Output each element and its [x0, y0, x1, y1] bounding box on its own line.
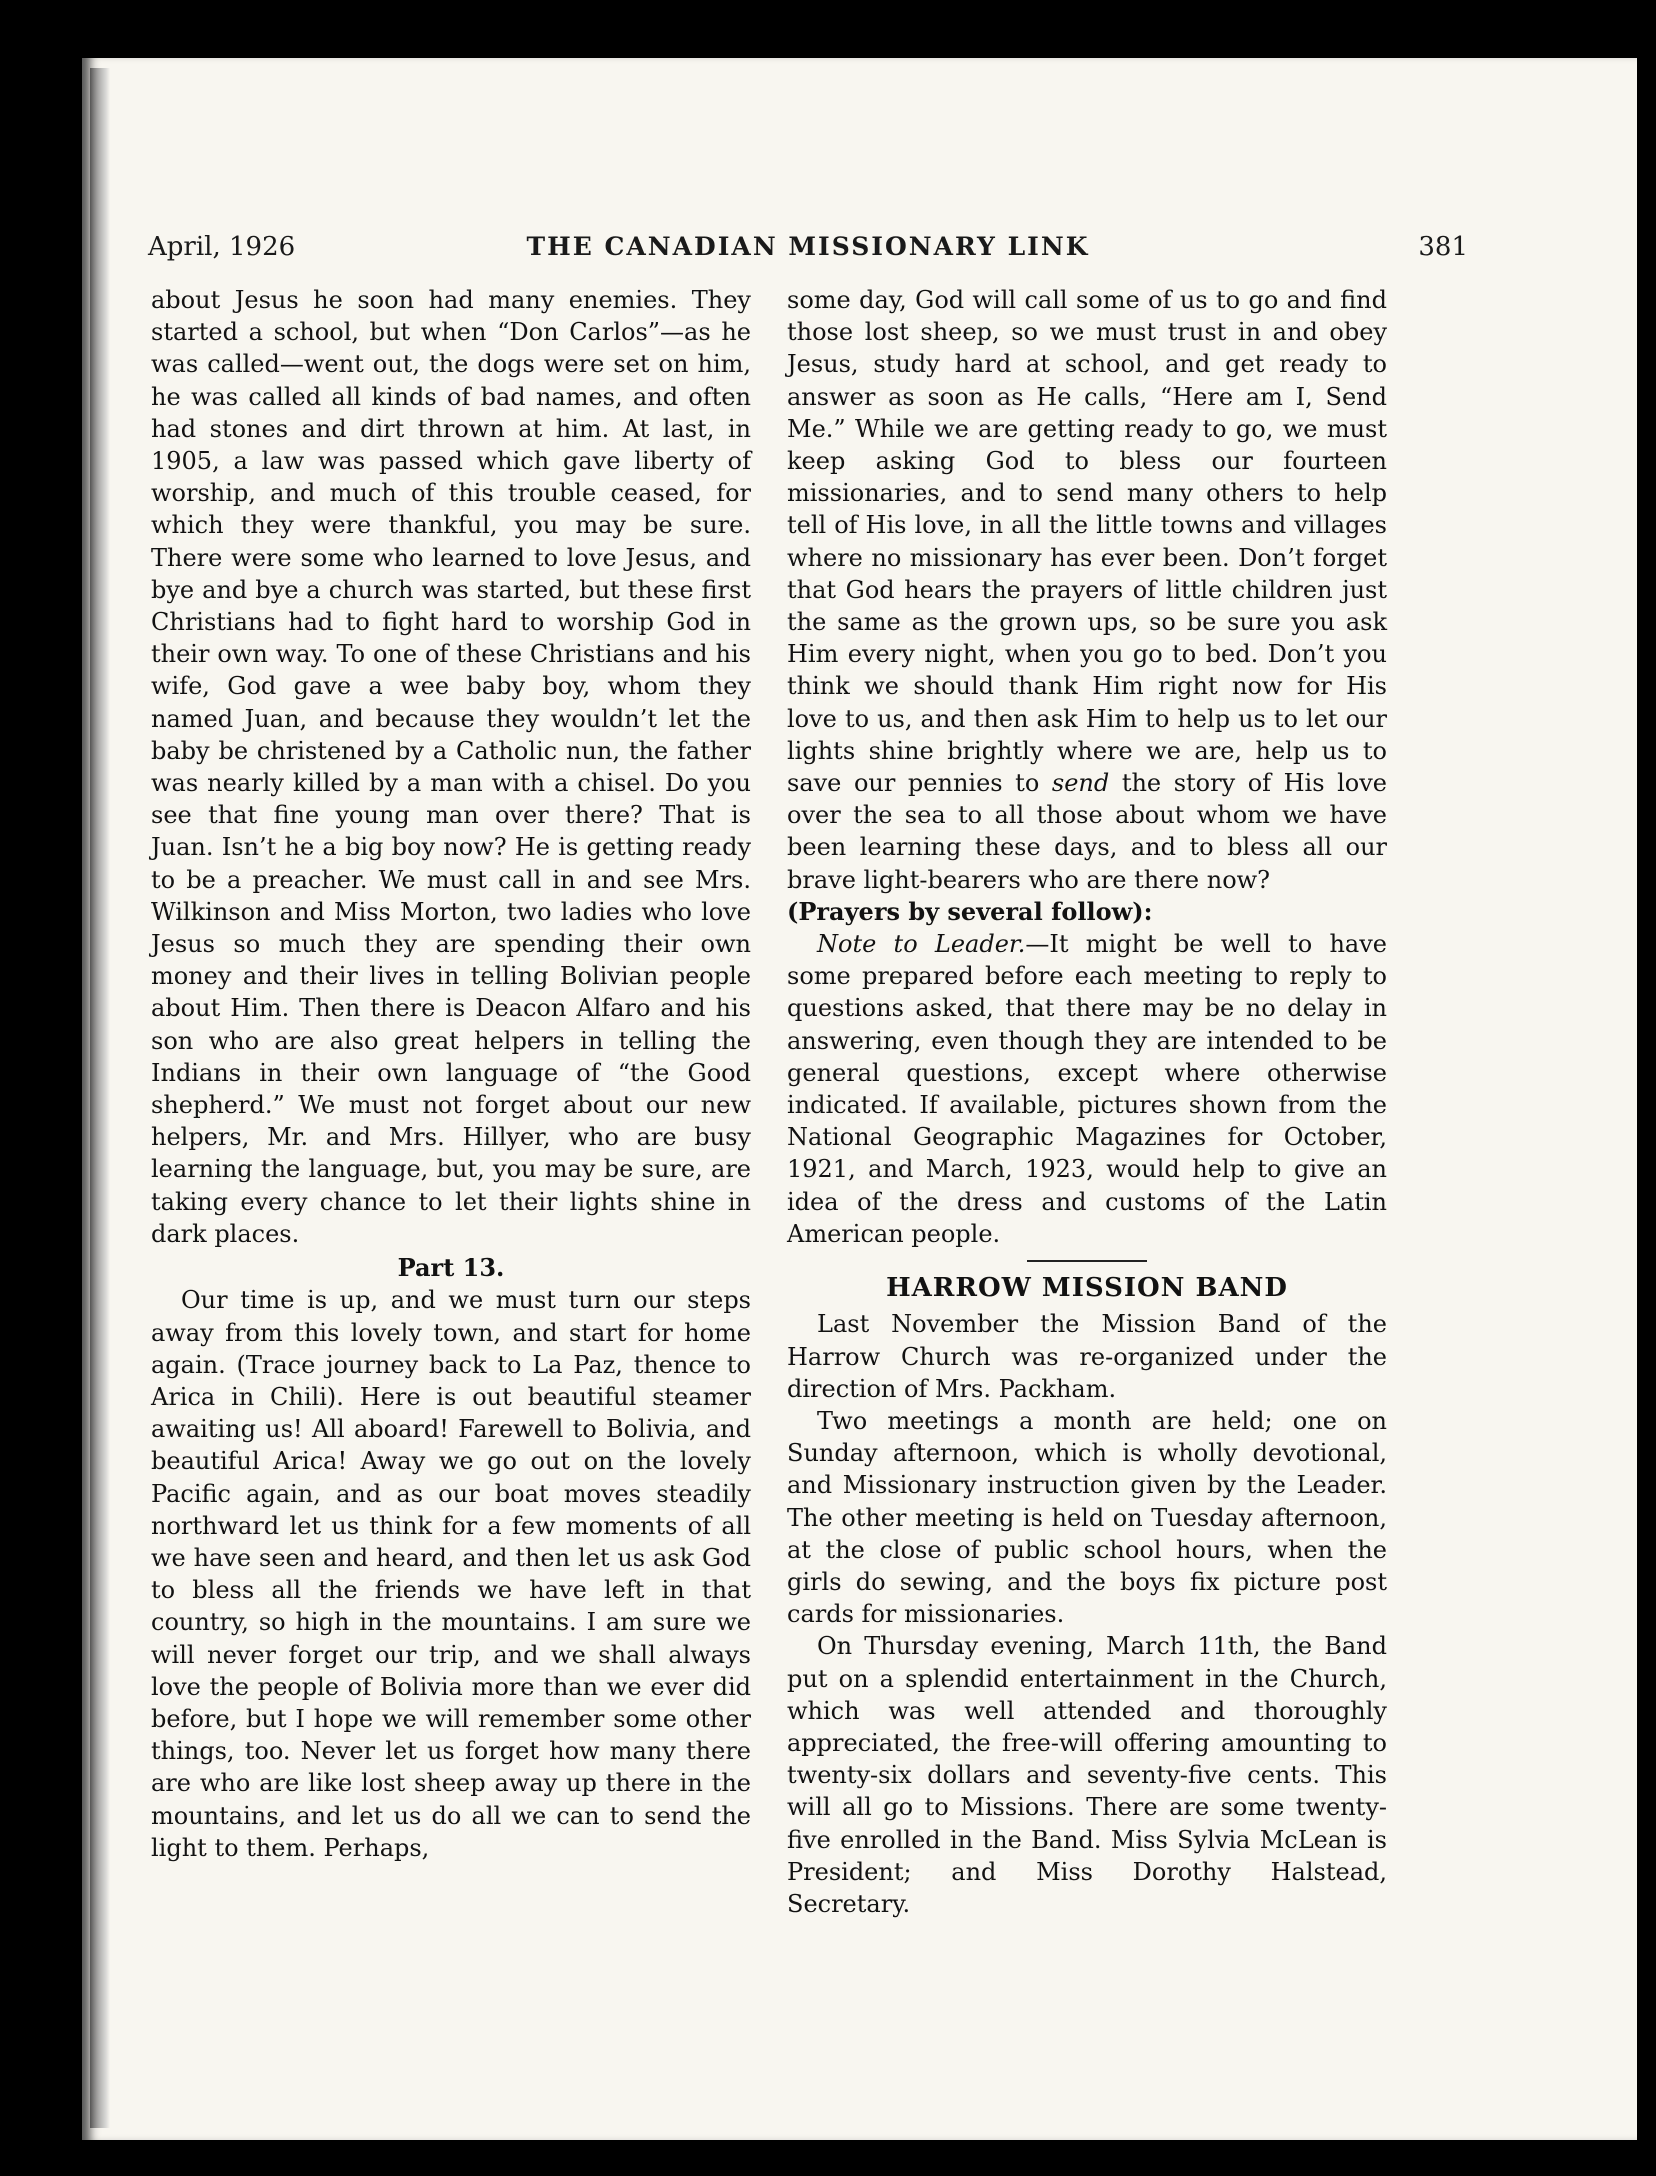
running-header [148, 232, 1468, 272]
right-paragraph-1-end: the story of His love over the sea to all those about whom we have been learning these days, and to bless all our brave light-bearers who are there now? [787, 769, 1388, 894]
left-paragraph-2: Our time is up, and we must turn our steps away from this lovely town, and start for home again. (Trace journey back to La Paz, thence to Arica in Chili). Here is out beautiful steamer awaiting us! All aboard! Farewell to Bolivia, and beautiful Arica! Away we go out on the lovely Pacific again, and as our boat moves steadily northward let us think for a few moments of all we have seen and heard, and then let us ask God to bless all the friends we have left in that country, so high in the mountains. I am sure we will never forget our trip, and we shall always love the people of Bolivia more than we ever did before, but I hope we will remember some other things, too. Never let us forget how many there are who are like lost sheep away up there in the mountains, and let us do all we can to send the light to them. Perhaps, [151, 1286, 751, 1862]
emphasis-send: send [1051, 769, 1110, 798]
right-column [787, 284, 1387, 1920]
note-text: —It might be well to have some prepared before each meeting to reply to questions asked, that there may be no delay in answering, even though they are intended to be general questions, except where otherwise indicated. If available, pictures shown from the National Geographic Magazines for October, 1921, and March, 1923, would help to give an idea of the dress and customs of the Latin American people. [787, 930, 1387, 1248]
section-divider [1027, 1260, 1147, 1262]
page-binding-shadow [90, 68, 110, 2128]
note-to-leader [787, 928, 1387, 1250]
right-paragraph-1 [787, 284, 1387, 896]
harrow-paragraph-2: Two meetings a month are held; one on Sunday afternoon, which is wholly devotional, and Missionary instruction given by the Leader. The other meeting is held on Tuesday afternoon, at the close of public school hours, when the girls do sewing, and the boys fix picture post cards for missionaries. [787, 1406, 1387, 1629]
note-label: Note to Leader. [817, 930, 1026, 959]
journal-title: THE CANADIAN MISSIONARY LINK [526, 232, 1090, 261]
harrow-paragraph-3: On Thursday evening, March 11th, the Band put on a splendid entertainment in the Church, which was well attended and thoroughly appreciated, the free-will offering amounting to twenty-six dollars and seventy-five cents. This will all go to Missions. There are some twenty-five enrolled in the Band. Miss Sylvia McLean is President; and Miss Dorothy Halstead, Secretary. [787, 1632, 1387, 1918]
right-paragraph-1-text: some day, God will call some of us to go and find those lost sheep, so we must trust in and obey Jesus, study hard at school, and get ready to answer as soon as He calls, “Here am I, Send Me.” While we are getting ready to go, we must keep asking God to bless our fourteen missionaries, and to send many others to help tell of His love, in all the little towns and villages where no missionary has ever been. Don’t forget that God hears the prayers of little children just the same as the grown ups, so be sure you ask Him every night, when you go to bed. Don’t you think we should thank Him right now for His love to us, and then ask Him to help us to let our lights shine brightly where we are, help us to save our pennies to [787, 286, 1387, 798]
part-heading: Part 13. [397, 1253, 505, 1283]
page-number: 381 [1418, 232, 1468, 262]
section-heading: HARROW MISSION BAND [886, 1273, 1288, 1304]
harrow-paragraph-1: Last November the Mission Band of the Harrow Church was re-organized under the direction of Mrs. Packham. [787, 1310, 1387, 1403]
left-paragraph-1: about Jesus he soon had many enemies. They started a school, but when “Don Carlos”—as he was called—went out, the dogs were set on him, he was called all kinds of bad names, and often had stones and dirt thrown at him. At last, in 1905, a law was passed which gave liberty of worship, and much of this trouble ceased, for which they were thankful, you may be sure. There were some who learned to love Jesus, and bye and bye a church was started, but these first Christians had to fight hard to worship God in their own way. To one of these Christians and his wife, God gave a wee baby boy, whom they named Juan, and because they wouldn’t let the baby be christened by a Catholic nun, the father was nearly killed by a man with a chisel. Do you see that fine young man over there? That is Juan. Isn’t he a big boy now? He is getting ready to be a preacher. We must call in and see Mrs. Wilkinson and Miss Morton, two ladies who love Jesus so much they are spending their own money and their lives in telling Bolivian people about Him. Then there is Deacon Alfaro and his son who are also great helpers in telling the Indians in their own language of “the Good shepherd.” We must not forget about our new helpers, Mr. and Mrs. Hillyer, who are busy learning the language, but, you may be sure, are taking every chance to let their lights shine in dark places. [151, 286, 751, 1248]
issue-date: April, 1926 [148, 232, 296, 262]
left-column [151, 284, 751, 1864]
prayers-line: (Prayers by several follow): [787, 896, 1153, 926]
